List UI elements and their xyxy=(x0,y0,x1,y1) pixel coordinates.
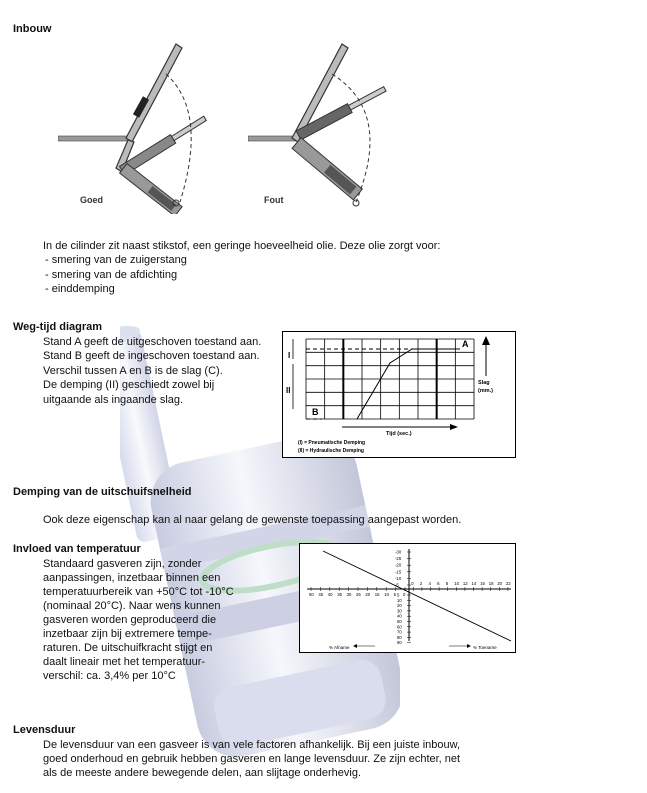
tick-label: -10 xyxy=(395,575,402,581)
inbouw-bullet: - smering van de afdichting xyxy=(45,269,178,281)
tick-label: 25 xyxy=(356,592,361,597)
tick-label: -5 xyxy=(395,582,399,588)
tick-label: 6 xyxy=(437,581,440,586)
tick-label: 60 xyxy=(397,624,402,630)
tick-label: -20 xyxy=(395,562,402,568)
tick-label: 40 xyxy=(327,592,333,597)
tick-label: 5 xyxy=(397,592,400,598)
x-axis-label: Tijd (sec.) xyxy=(386,431,412,437)
tick-label: 10 xyxy=(384,592,389,597)
inbouw-bullet: - einddemping xyxy=(45,283,115,295)
tick-label: 15 xyxy=(374,592,380,597)
weg-tijd-line: uitgaande als ingaande slag. xyxy=(43,394,184,406)
tick-label: 20 xyxy=(365,592,371,597)
tick-label: 20 xyxy=(397,603,402,609)
temperatuur-chart xyxy=(299,543,517,654)
temperatuur-line: inzetbaar zijn bij extremere tempe- xyxy=(43,628,212,640)
inbouw-goed-illustration xyxy=(58,42,210,214)
tick-label: 80 xyxy=(397,634,402,640)
tick-label: 8 xyxy=(445,581,449,586)
levensduur-line: De levensduur van een gasveer is van vele factoren afhankelijk. Bij een juiste inbouw, xyxy=(43,739,461,751)
y-axis-label: Slag xyxy=(478,380,490,386)
weg-tijd-line: Stand B geeft de ingeschoven toestand aan. xyxy=(43,350,260,362)
weg-tijd-line: Verschil tussen A en B is de slag (C). xyxy=(43,365,223,377)
tick-label: 50 xyxy=(309,592,314,597)
temperatuur-line: aanpassingen, inzetbaar binnen een xyxy=(43,572,221,584)
tick-label: 12 xyxy=(462,581,468,586)
tick-label: 16 xyxy=(480,581,485,586)
weg-tijd-diagram xyxy=(282,331,517,459)
tick-label: 90 xyxy=(397,640,402,646)
tick-label: 20 xyxy=(497,581,503,586)
tick-label: 40 xyxy=(397,613,402,619)
levensduur-line: als de meeste andere bewegende delen, aan slijtage onderhevig. xyxy=(43,767,362,779)
goed-label: Goed xyxy=(80,195,104,205)
tick-label: -25 xyxy=(395,556,402,562)
label-toename: % Toename xyxy=(473,645,497,650)
label-b: B xyxy=(312,407,319,417)
tick-label: 5 xyxy=(393,592,396,597)
fout-label: Fout xyxy=(264,195,284,205)
label-ii: II xyxy=(286,386,291,395)
legend-2: (II) = Hydraulische Demping xyxy=(298,448,364,454)
legend-1: (I) = Pneumatische Demping xyxy=(298,440,366,446)
temperatuur-line: raturen. De uitschuifkracht stijgt en xyxy=(43,642,213,654)
tick-label: 0 xyxy=(403,592,406,597)
levensduur-line: goed onderhoud en gebruik hebben gasveren en lange levensduur. Ze zijn echter, net xyxy=(43,753,461,765)
tick-label: 2 xyxy=(419,581,423,586)
section-title-levensduur: Levensduur xyxy=(13,724,76,736)
section-title-temperatuur: Invloed van temperatuur xyxy=(13,543,141,555)
temperatuur-line: gasveren worden geproduceerd die xyxy=(43,614,217,626)
tick-label: 35 xyxy=(337,592,342,597)
tick-label: 50 xyxy=(397,619,402,624)
section-title-demping: Demping van de uitschuifsnelheid xyxy=(13,486,192,498)
label-i: I xyxy=(288,351,291,360)
section-title-inbouw: Inbouw xyxy=(13,23,52,35)
inbouw-intro: In de cilinder zit naast stikstof, een geringe hoeveelheid olie. Deze olie zorgt voor: xyxy=(43,240,441,252)
tick-label: 22 xyxy=(505,581,511,586)
inbouw-fout-illustration xyxy=(248,42,400,214)
tick-label: 4 xyxy=(428,581,431,586)
label-a: A xyxy=(462,339,469,349)
tick-label: 10 xyxy=(397,597,402,603)
tick-label: 30 xyxy=(346,592,352,597)
tick-label: 30 xyxy=(397,608,402,614)
temperatuur-line: daalt lineair met het temperatuur- xyxy=(43,656,206,668)
temperatuur-line: verschil: ca. 3,4% per 10°C xyxy=(43,670,176,682)
inbouw-bullet: - smering van de zuigerstang xyxy=(45,254,187,266)
label-afname: % Afname xyxy=(329,645,350,650)
tick-label: 0 xyxy=(411,581,414,586)
tick-label: -15 xyxy=(395,569,402,575)
y-axis-unit: (mm.) xyxy=(478,388,493,394)
weg-tijd-line: Stand A geeft de uitgeschoven toestand aan. xyxy=(43,336,262,348)
tick-label: 10 xyxy=(454,581,460,586)
demping-text: Ook deze eigenschap kan al naar gelang de gewenste toepassing aangepast worden. xyxy=(43,514,462,526)
temperatuur-line: (nominaal 20°C). Naar wens kunnen xyxy=(43,600,221,612)
tick-label: 14 xyxy=(471,581,477,586)
temperatuur-line: temperatuurbereik van +50°C tot -10°C xyxy=(43,586,234,598)
weg-tijd-line: De demping (II) geschiedt zowel bij xyxy=(43,379,215,391)
tick-label: -30 xyxy=(395,549,402,555)
tick-label: 45 xyxy=(318,592,324,597)
section-title-weg-tijd: Weg-tijd diagram xyxy=(13,321,103,333)
temperatuur-line: Standaard gasveren zijn, zonder xyxy=(43,558,202,570)
tick-label: 18 xyxy=(488,581,494,586)
tick-label: 70 xyxy=(397,629,402,635)
